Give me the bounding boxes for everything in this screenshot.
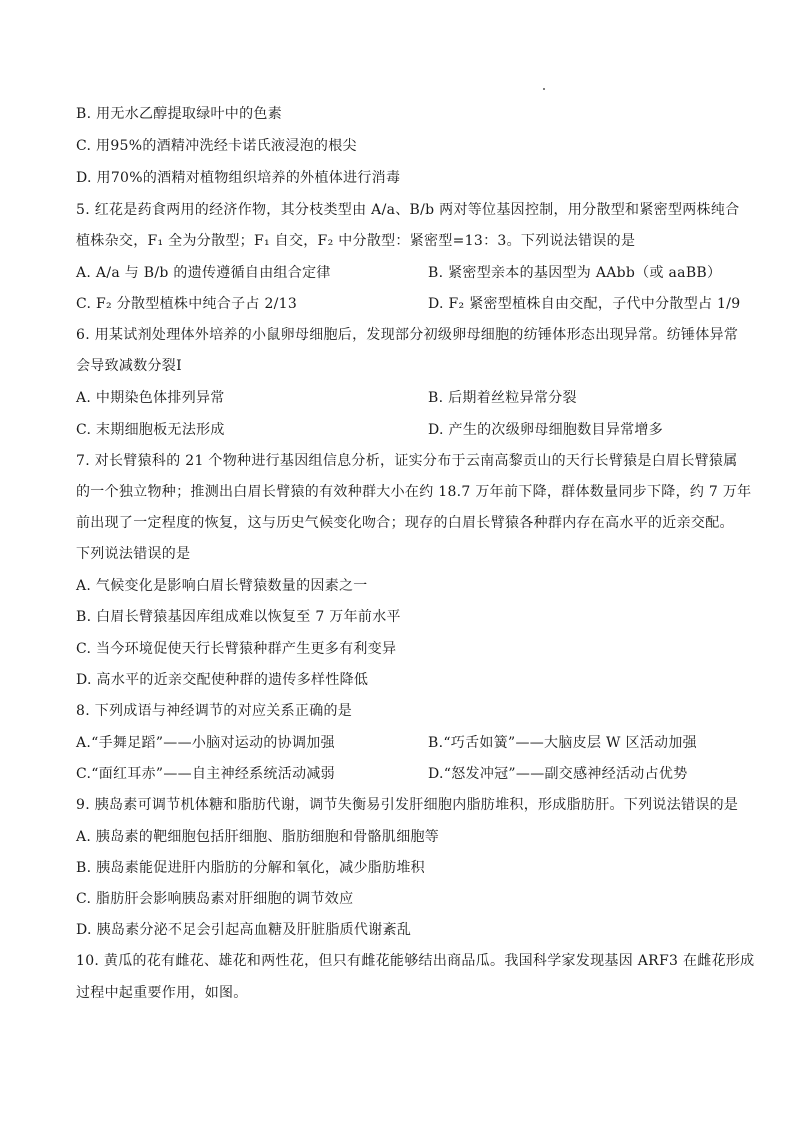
q7-option-c: C. 当今环境促使天行长臂猿种群产生更多有利变异	[76, 641, 397, 657]
q4-option-c: C. 用95%的酒精冲洗经卡诺氏液浸泡的根尖	[76, 138, 357, 154]
q7-stem-line3: 前出现了一定程度的恢复，这与历史气候变化吻合；现存的白眉长臂猿各种群内存在高水平的近亲交配。	[76, 515, 734, 531]
q6-option-c: C. 末期细胞板无法形成	[76, 422, 225, 438]
q7-option-a: A. 气候变化是影响白眉长臂猿数量的因素之一	[76, 578, 368, 594]
q6-option-b: B. 后期着丝粒异常分裂	[428, 390, 577, 406]
q9-option-a: A. 胰岛素的靶细胞包括肝细胞、脂肪细胞和骨骼肌细胞等	[76, 829, 440, 845]
q8-option-a: A.“手舞足蹈”——小脑对运动的协调加强	[76, 735, 335, 751]
q7-option-d: D. 高水平的近亲交配使种群的遗传多样性降低	[76, 672, 369, 688]
q7-stem-line4: 下列说法错误的是	[76, 546, 191, 562]
q7-stem-line2: 的一个独立物种；推测出白眉长臂猿的有效种群大小在约 18.7 万年前下降，群体数量同步下降，约 7 万年	[76, 484, 752, 500]
q9-option-b: B. 胰岛素能促进肝内脂肪的分解和氧化，减少脂肪堆积	[76, 860, 425, 876]
q5-option-d: D. F₂ 紧密型植株自由交配，子代中分散型占 1/9	[428, 296, 741, 312]
q10-stem-line2: 过程中起重要作用，如图。	[76, 985, 248, 1001]
q7-stem-line1: 7. 对长臂猿科的 21 个物种进行基因组信息分析，证实分布于云南高黎贡山的天行长臂猿是白眉长臂猿属	[76, 453, 738, 469]
q6-option-d: D. 产生的次级卵母细胞数目异常增多	[428, 422, 664, 438]
q9-option-d: D. 胰岛素分泌不足会引起高血糖及肝脏脂质代谢紊乱	[76, 922, 412, 938]
q8-option-b: B.“巧舌如簧”——大脑皮层 W 区活动加强	[428, 735, 697, 751]
q4-option-d: D. 用70%的酒精对植物组织培养的外植体进行消毒	[76, 170, 401, 186]
q6-stem-line1: 6. 用某试剂处理体外培养的小鼠卵母细胞后，发现部分初级卵母细胞的纺锤体形态出现异常。纺锤体异常	[76, 327, 739, 343]
q9-option-c: C. 脂肪肝会影响胰岛素对肝细胞的调节效应	[76, 891, 354, 907]
q10-stem-line1: 10. 黄瓜的花有雌花、雄花和两性花，但只有雌花能够结出商品瓜。我国科学家发现基因 ARF3 在雌花形成	[76, 953, 755, 969]
q6-stem-line2: 会导致减数分裂I	[76, 358, 182, 374]
q5-stem-line1: 5. 红花是药食两用的经济作物，其分枝类型由 A/a、B/b 两对等位基因控制，用分散型和紧密型两株纯合	[76, 202, 740, 218]
q9-stem: 9. 胰岛素可调节机体糖和脂肪代谢，调节失衡易引发肝细胞内脂肪堆积，形成脂肪肝。下列说法错误的是	[76, 797, 739, 813]
q6-option-a: A. 中期染色体排列异常	[76, 390, 225, 406]
q5-option-b: B. 紧密型亲本的基因型为 AAbb（或 aaBB）	[428, 265, 722, 281]
q7-option-b: B. 白眉长臂猿基因库组成难以恢复至 7 万年前水平	[76, 609, 401, 625]
q5-option-a: A. A/a 与 B/b 的遗传遵循自由组合定律	[76, 265, 331, 281]
q5-stem-line2: 植株杂交，F₁ 全为分散型；F₁ 自交，F₂ 中分散型：紧密型=13：3。下列说法错误的是	[76, 233, 636, 249]
scan-speck	[543, 88, 545, 90]
q8-option-d: D.“怒发冲冠”——副交感神经活动占优势	[428, 766, 688, 782]
q5-option-c: C. F₂ 分散型植株中纯合子占 2/13	[76, 296, 298, 312]
q8-stem: 8. 下列成语与神经调节的对应关系正确的是	[76, 703, 353, 719]
q4-option-b: B. 用无水乙醇提取绿叶中的色素	[76, 106, 282, 122]
q8-option-c: C.“面红耳赤”——自主神经系统活动减弱	[76, 766, 335, 782]
